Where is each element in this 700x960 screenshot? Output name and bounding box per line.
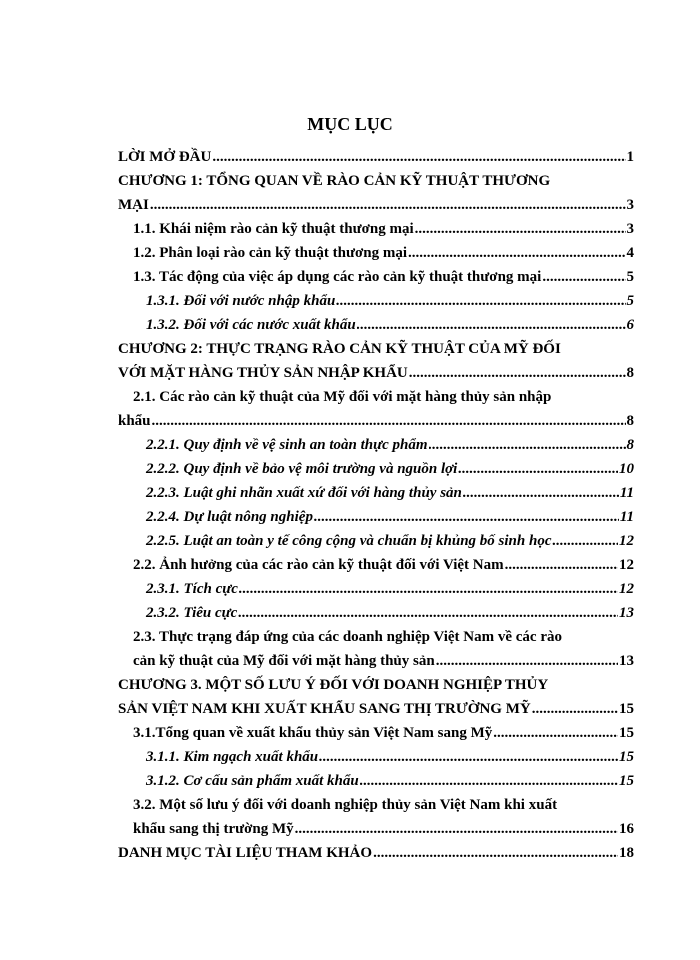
dot-leader [463,481,619,505]
toc-entry-page: 15 [619,773,634,789]
toc-entry-title: CHƯƠNG 1: TỔNG QUAN VỀ RÀO CẢN KỸ THUẬT THƯƠNG [118,173,551,189]
toc-entry-chapter-2-cont[interactable] [118,361,634,385]
toc-entry-title: MẠI [118,197,149,213]
toc-entry-page: 10 [619,461,634,477]
dot-leader [532,697,618,721]
toc-entry-page: 5 [626,269,634,285]
toc-entry-page: 6 [626,317,634,333]
toc-entry-2-2-2[interactable] [118,457,634,481]
dot-leader [429,433,626,457]
dot-leader [314,505,619,529]
dot-leader [212,145,625,169]
toc-entry-page: 18 [619,845,634,861]
toc-entry-title: CHƯƠNG 3. MỘT SỐ LƯU Ý ĐỐI VỚI DOANH NGHIỆP THỦY [118,677,549,693]
toc-entry-title: 3.1.2. Cơ cấu sản phẩm xuất khẩu [146,773,359,789]
toc-entry-page: 16 [619,821,634,837]
toc-entry-1-2[interactable] [118,241,634,265]
dot-leader [295,817,618,841]
toc-entry-title: 2.2.5. Luật an toàn y tế công cộng và chuẩn bị khủng bố sinh học [146,533,552,549]
dot-leader [150,193,626,217]
toc-entry-page: 1 [626,149,634,165]
toc-entry-3-2[interactable] [118,793,634,817]
dot-leader [493,721,618,745]
toc-entry-intro[interactable] [118,145,634,169]
dot-leader [152,409,626,433]
dot-leader [409,361,626,385]
toc-entry-3-1-2[interactable] [118,769,634,793]
toc-entry-2-2[interactable] [118,553,634,577]
toc-entry-title: 1.3.1. Đối với nước nhập khẩu [146,293,336,309]
toc-entry-title: 2.3.1. Tích cực [146,581,238,597]
toc-entry-3-1-1[interactable] [118,745,634,769]
toc-entry-chapter-1-cont[interactable] [118,193,634,217]
toc-entry-title: 2.3. Thực trạng đáp ứng của các doanh nghiệp Việt Nam về các rào [133,629,562,645]
toc-entry-3-2-cont[interactable] [118,817,634,841]
toc-entry-page: 3 [626,221,634,237]
toc-entry-title: SẢN VIỆT NAM KHI XUẤT KHẨU SANG THỊ TRƯỜNG MỸ [118,701,531,717]
page-title: MỤC LỤC [307,114,393,134]
toc-entry-title: CHƯƠNG 2: THỰC TRẠNG RÀO CẢN KỸ THUẬT CỦA MỸ ĐỐI [118,341,561,357]
toc-entry-page: 12 [619,581,634,597]
dot-leader [542,265,625,289]
dot-leader [239,577,618,601]
toc-entry-page: 15 [619,725,634,741]
toc-entry-1-3[interactable] [118,265,634,289]
dot-leader [373,841,618,865]
dot-leader [238,601,618,625]
toc-entry-page: 15 [619,701,634,717]
toc-entry-title: VỚI MẶT HÀNG THỦY SẢN NHẬP KHẨU [118,365,408,381]
toc-entry-title: khẩu [118,413,151,429]
toc-entry-page: 15 [619,749,634,765]
toc-entry-page: 11 [619,509,634,525]
dot-leader [319,745,618,769]
dot-leader [408,241,625,265]
toc-entry-title: 2.2.4. Dự luật nông nghiệp [146,509,313,525]
toc-entry-2-2-5[interactable] [118,529,634,553]
dot-leader [415,217,626,241]
toc-entry-2-3-cont[interactable] [118,649,634,673]
toc-entry-chapter-2[interactable] [118,337,634,361]
toc-entry-page: 8 [626,413,634,429]
toc-entry-title: 2.2.2. Quy định về bảo vệ môi trường và nguồn lợi [146,461,458,477]
toc-entry-1-1[interactable] [118,217,634,241]
toc-entry-title: 3.1.1. Kim ngạch xuất khẩu [146,749,319,765]
toc-entry-2-2-3[interactable] [118,481,634,505]
toc-entry-2-1-cont[interactable] [118,409,634,433]
toc-entry-page: 5 [626,293,634,309]
table-of-contents [118,145,634,865]
dot-leader [360,769,618,793]
toc-entry-title: 1.3. Tác động của việc áp dụng các rào cản kỹ thuật thương mại [133,269,542,285]
toc-entry-title: 2.1. Các rào cản kỹ thuật của Mỹ đối với mặt hàng thủy sản nhập [133,389,552,405]
toc-entry-title: 1.1. Khái niệm rào cản kỹ thuật thương mại [133,221,414,237]
toc-entry-1-3-2[interactable] [118,313,634,337]
toc-entry-2-3-1[interactable] [118,577,634,601]
toc-entry-page: 8 [626,365,634,381]
toc-entry-2-3[interactable] [118,625,634,649]
toc-entry-page: 12 [619,557,634,573]
toc-entry-title: 2.2.3. Luật ghi nhãn xuất xứ đối với hàng thủy sản [146,485,462,501]
dot-leader [505,553,618,577]
toc-entry-page: 3 [626,197,634,213]
toc-entry-page: 13 [619,605,634,621]
dot-leader [458,457,618,481]
toc-entry-2-2-1[interactable] [118,433,634,457]
toc-entry-page: 8 [626,437,634,453]
toc-entry-title: LỜI MỞ ĐẦU [118,149,212,165]
toc-entry-title: 2.2. Ảnh hưởng của các rào cản kỹ thuật đối với Việt Nam [133,557,504,573]
toc-entry-page: 11 [619,485,634,501]
toc-entry-title: 3.1.Tổng quan về xuất khẩu thủy sản Việt Nam sang Mỹ [133,725,493,741]
toc-entry-title: khẩu sang thị trường Mỹ [133,821,294,837]
toc-entry-chapter-1[interactable] [118,169,634,193]
toc-entry-title: 2.2.1. Quy định về vệ sinh an toàn thực phẩm [146,437,428,453]
toc-entry-chapter-3[interactable] [118,673,634,697]
toc-entry-title: 3.2. Một số lưu ý đối với doanh nghiệp thủy sản Việt Nam khi xuất [133,797,558,813]
dot-leader [436,649,618,673]
toc-entry-title: 1.2. Phân loại rào cản kỹ thuật thương mại [133,245,408,261]
toc-entry-references[interactable] [118,841,634,865]
dot-leader [336,289,625,313]
toc-entry-title: DANH MỤC TÀI LIỆU THAM KHẢO [118,845,373,861]
toc-entry-title: 1.3.2. Đối với các nước xuất khẩu [146,317,356,333]
dot-leader [552,529,618,553]
toc-entry-title: cản kỹ thuật của Mỹ đối với mặt hàng thủy sản [133,653,435,669]
toc-entry-page: 12 [619,533,634,549]
dot-leader [357,313,626,337]
toc-entry-page: 4 [626,245,634,261]
toc-entry-1-3-1[interactable] [118,289,634,313]
toc-entry-chapter-3-cont[interactable] [118,697,634,721]
toc-entry-2-1[interactable] [118,385,634,409]
toc-entry-title: 2.3.2. Tiêu cực [146,605,238,621]
toc-entry-page: 13 [619,653,634,669]
toc-entry-2-3-2[interactable] [118,601,634,625]
toc-entry-2-2-4[interactable] [118,505,634,529]
toc-entry-3-1[interactable] [118,721,634,745]
